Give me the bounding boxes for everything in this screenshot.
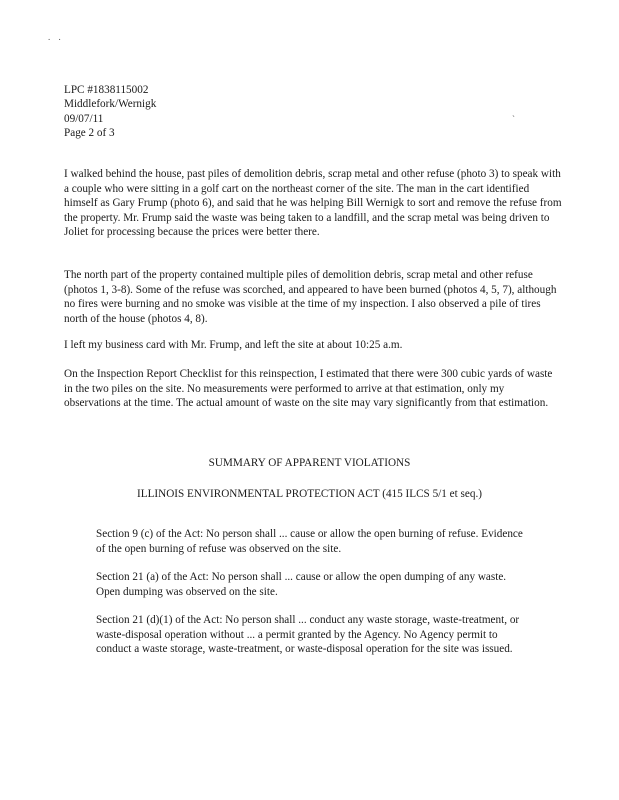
act-heading: ILLINOIS ENVIRONMENTAL PROTECTION ACT (415 ILCS 5/1 et seq.) <box>137 488 482 500</box>
violation-open-burning: Section 9 (c) of the Act: No person shall ... cause or allow the open burning of refuse. Evidence of the open burning of refuse was observed on the site. <box>96 528 523 555</box>
paragraph-north-part: The north part of the property contained multiple piles of demolition debris, scrap metal and other refuse (photos 1, 3-8). Some of the refuse was scorched, and appeared to have been burned (photos 4, 5, 7), although no fires were burning and no smoke was visible at the time of my inspection. I also observed a pile of tires north of the house (photos 4, 8). <box>64 269 557 325</box>
document-header <box>64 83 156 140</box>
violation-no-permit: Section 21 (d)(1) of the Act: No person shall ... conduct any waste storage, waste-treatment, or waste-disposal operation without ... a permit granted by the Agency. No Agency permit to conduct a waste storage, waste-treatment, or waste-disposal operation for the site was issued. <box>96 614 520 656</box>
paragraph-departure: I left my business card with Mr. Frump, and left the site at about 10:25 a.m. <box>64 339 403 351</box>
paragraph-walkthrough: I walked behind the house, past piles of demolition debris, scrap metal and other refuse (photo 3) to speak with a couple who were sitting in a golf cart on the northeast corner of the site. The man in the cart identified himself as Gary Frump (photo 6), and said that he was helping Bill Wernigk to sort and remove the refuse from the property. Mr. Frump said the waste was being taken to a landfill, and the scrap metal was being driven to Joliet for processing because the prices were better there. <box>64 168 562 239</box>
corner-mark: . . <box>48 32 64 42</box>
violation-open-dumping: Section 21 (a) of the Act: No person shall ... cause or allow the open dumping of any waste. Open dumping was observed on the site. <box>96 571 507 598</box>
summary-heading: SUMMARY OF APPARENT VIOLATIONS <box>208 457 411 469</box>
paragraph-estimate: On the Inspection Report Checklist for this reinspection, I estimated that there were 300 cubic yards of waste in the two piles on the site. No measurements were performed to arrive at that estimation, only my observations at the time. The actual amount of waste on the site may vary significantly from that estimation. <box>64 368 553 410</box>
site-location: Middlefork/Wernigk <box>64 98 157 111</box>
lpc-number: LPC #1838115002 <box>64 84 149 96</box>
corner-tick: ` <box>512 114 515 124</box>
page-number: Page 2 of 3 <box>64 126 115 139</box>
report-date: 09/07/11 <box>64 112 104 125</box>
